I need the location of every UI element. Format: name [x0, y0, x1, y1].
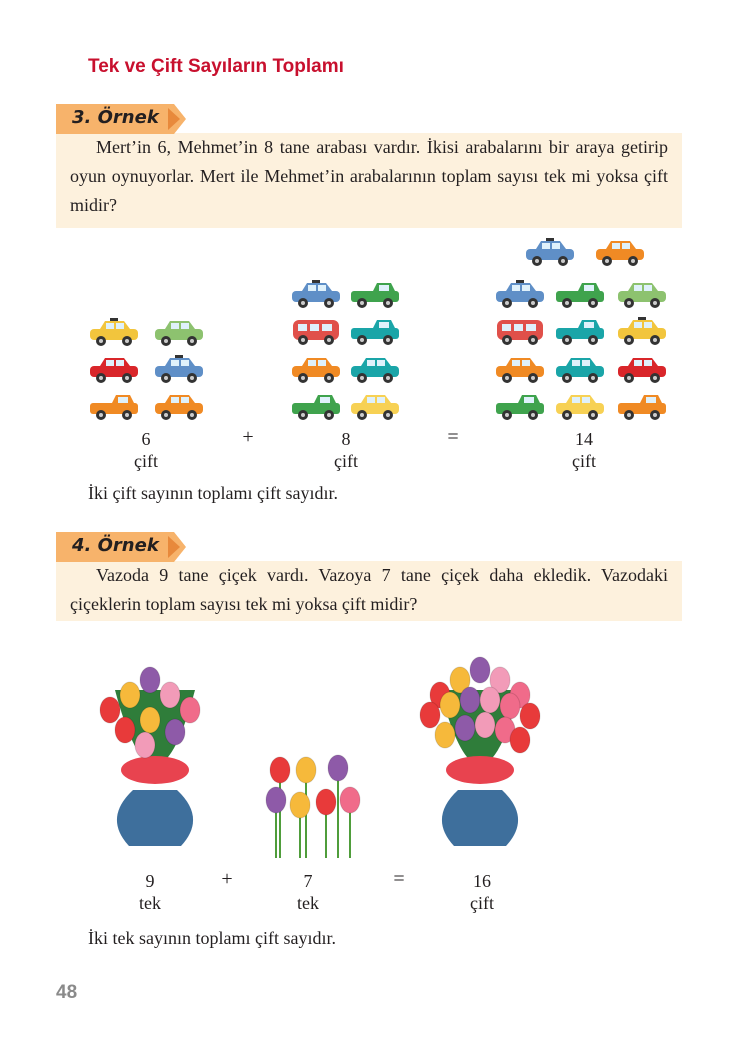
tulip-icon	[270, 757, 290, 783]
page-number: 48	[56, 982, 78, 1003]
total-flower-parity: çift	[470, 893, 494, 913]
car-icon	[616, 392, 670, 427]
mehmet-car-parity: çift	[334, 451, 358, 471]
equals-sign-2: =	[393, 868, 405, 890]
example-4-box	[56, 561, 682, 621]
equals-sign-1: =	[447, 426, 459, 448]
vase-flower-count: 9	[145, 871, 155, 891]
tulip-icon	[296, 757, 316, 783]
car-icon	[88, 392, 142, 427]
car-icon	[554, 280, 608, 315]
tulip-icon	[165, 719, 185, 745]
tulip-icon	[290, 792, 310, 818]
example-4	[56, 530, 682, 621]
total-car-parity: çift	[572, 451, 596, 471]
tulip-icon	[510, 727, 530, 753]
bow-icon	[446, 756, 514, 784]
flowers-scene	[0, 640, 737, 870]
car-icon	[153, 318, 207, 353]
tulip-icon	[480, 687, 500, 713]
tulip-icon	[455, 715, 475, 741]
tulip-icon	[266, 787, 286, 813]
tulip-icon	[100, 697, 120, 723]
car-icon	[494, 280, 548, 315]
car-icon	[349, 280, 403, 315]
car-icon	[616, 317, 670, 352]
car-icon	[290, 392, 344, 427]
tulip-icon	[460, 687, 480, 713]
car-icon	[524, 238, 578, 273]
car-icon	[153, 355, 207, 390]
example-3-conclusion: İki çift sayının toplamı çift sayıdır.	[88, 483, 338, 503]
car-icon	[290, 317, 344, 352]
example-3-box	[56, 133, 682, 228]
page-title: Tek ve Çift Sayıların Toplamı	[88, 56, 344, 77]
car-icon	[554, 392, 608, 427]
tulip-icon	[316, 789, 336, 815]
car-icon	[88, 355, 142, 390]
plus-sign-2: +	[221, 868, 233, 890]
example-3-tag	[56, 104, 186, 134]
car-icon	[554, 355, 608, 390]
example-4-text: Vazoda 9 tane çiçek vardı. Vazoya 7 tane çiçek daha ekledik. Vazodaki çiçeklerin toplam sayısı tek mi yoksa çift midir?	[70, 565, 668, 614]
mert-car-parity: çift	[134, 451, 158, 471]
added-flower-count: 7	[303, 871, 313, 891]
car-icon	[349, 355, 403, 390]
vase-icon	[117, 790, 193, 846]
example-4-tag	[56, 532, 186, 562]
tulip-icon	[470, 657, 490, 683]
car-icon	[153, 392, 207, 427]
car-icon	[88, 318, 142, 353]
tulip-icon	[520, 703, 540, 729]
car-icon	[349, 317, 403, 352]
car-icon	[494, 317, 548, 352]
example-3-tag-label: 3. Örnek	[72, 107, 159, 128]
tulip-icon	[328, 755, 348, 781]
car-icon	[290, 355, 344, 390]
vase-flower-parity: tek	[139, 893, 161, 913]
tulip-icon	[420, 702, 440, 728]
car-icon	[616, 280, 670, 315]
vase-icon	[442, 790, 518, 846]
car-icon	[494, 392, 548, 427]
tulip-icon	[140, 667, 160, 693]
car-icon	[494, 355, 548, 390]
tulip-icon	[160, 682, 180, 708]
tulip-icon	[140, 707, 160, 733]
tulip-icon	[440, 692, 460, 718]
tulip-icon	[115, 717, 135, 743]
car-icon	[290, 280, 344, 315]
car-icon	[349, 392, 403, 427]
mehmet-car-count: 8	[341, 429, 351, 449]
example-3	[56, 100, 682, 228]
example-4-tag-label: 4. Örnek	[72, 535, 159, 556]
total-flower-count: 16	[473, 871, 491, 891]
car-icon	[616, 355, 670, 390]
added-flower-parity: tek	[297, 893, 319, 913]
tulip-icon	[180, 697, 200, 723]
mert-car-count: 6	[141, 429, 151, 449]
bow-icon	[121, 756, 189, 784]
tulip-icon	[475, 712, 495, 738]
tulip-icon	[120, 682, 140, 708]
example-4-conclusion: İki tek sayının toplamı çift sayıdır.	[88, 928, 336, 948]
total-car-count: 14	[575, 429, 593, 449]
car-icon	[554, 317, 608, 352]
tulip-icon	[500, 693, 520, 719]
example-3-text: Mert’in 6, Mehmet’in 8 tane arabası vardır. İkisi arabalarını bir araya getirip oyun oynuyorlar. Mert ile Mehmet’in arabalarının toplam sayısı tek mi yoksa çift midir?	[70, 137, 668, 215]
tulip-icon	[340, 787, 360, 813]
tulip-icon	[135, 732, 155, 758]
tulip-icon	[435, 722, 455, 748]
car-icon	[594, 238, 648, 273]
plus-sign-1: +	[242, 426, 254, 448]
